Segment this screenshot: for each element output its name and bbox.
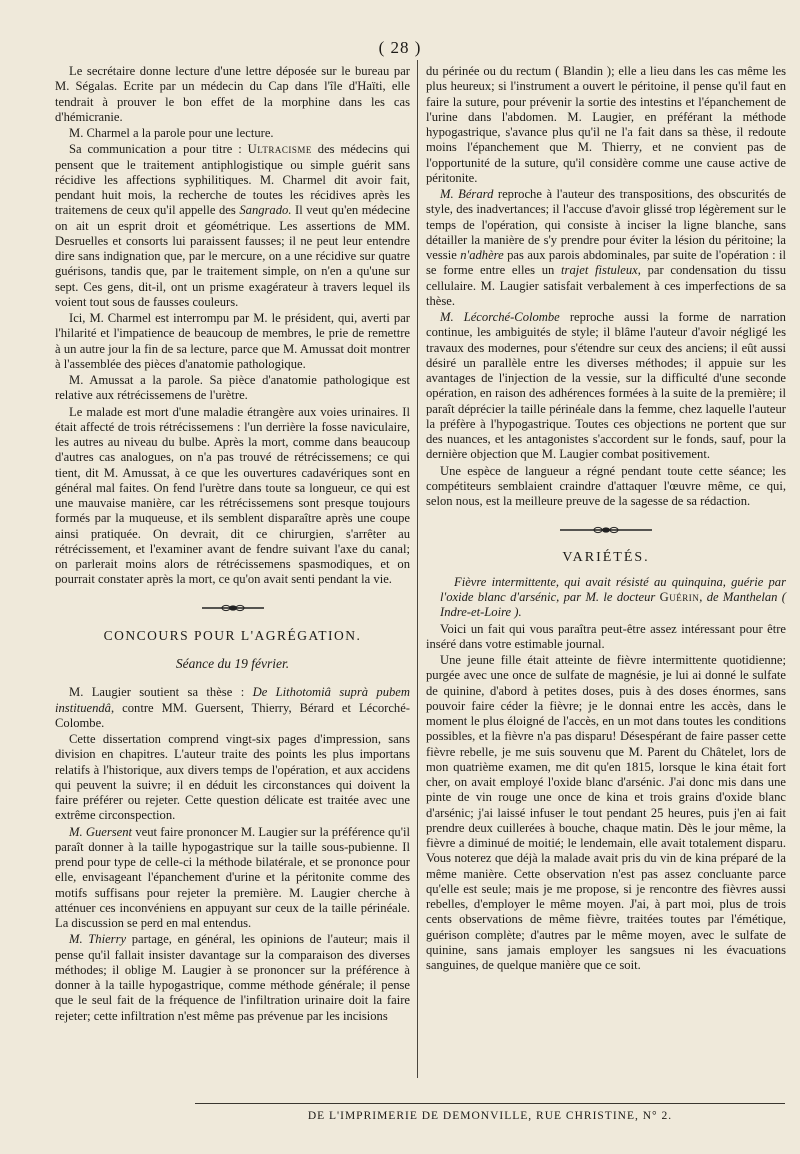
column-divider <box>417 60 418 1078</box>
ornament-separator <box>55 601 410 616</box>
footer-rule <box>195 1103 785 1104</box>
paragraph: Ici, M. Charmel est interrompu par M. le président, qui, averti par l'hilarité et l'impatience de beaucoup de membres, le prie de remettre à un autre jour la fin de sa lecture, parce que M. Amussat doit montrer à l'assemblée des pièces d'anatomie pathologique. <box>55 311 410 371</box>
paragraph: du périnée ou du rectum ( Blandin ); elle a lieu dans les cas même les plus heureux; si l'instrument a ouvert le péritoine, il pense qu'il faut en faire la suture, pour prévenir la sortie des intestins et l'épanchement de l'urine dans l'abdomen. M. Laugier, en préférant la méthode hypogastrique, s'avance plus qu'il ne l'a fait dans sa thèse, il redoute moins l'épanchement que M. Thierry, et ne convient pas de l'opportunité de la suture, qu'il considère comme une cause active de péritonite. <box>426 64 786 185</box>
paragraph: M. Laugier soutient sa thèse : De Lithotomiâ suprà pubem instituendâ, contre MM. Guersent, Thierry, Bérard et Lécorché-Colombe. <box>55 685 410 730</box>
paragraph: Une espèce de langueur a régné pendant toute cette séance; les compétiteurs semblaient craindre d'attaquer l'œuvre même, ce qui, selon nous, est la meilleure preuve de la sagesse de sa rédaction. <box>426 463 786 508</box>
paragraph: Sa communication a pour titre : Ultracisme des médecins qui pensent que le traitement antiphlogistique ou simple guérit sans récidive les affections syphilitiques. M. Charmel dit avoir fait, pendant huit mois, la recherche de toutes les récidives après les traitemens de ceux qu'il appelle des Sangrado. Il veut qu'en médecine on ait un esprit droit et géométrique. Les assertions de MM. Desruelles et consorts lui paraissent fausses; il ne peut leur entendre dire sans indignation que, par le mercure, on a une récidive sur quatre guérisons, tandis que, par le traitement simple, on n'en a qu'une sur sept. Ces gens, dit-il, ont un prisme exagérateur à travers lequel ils voient tout sous de fausses couleurs. <box>55 142 411 309</box>
paragraph: M. Amussat a la parole. Sa pièce d'anatomie pathologique est relative aux rétrécissemens de l'urètre. <box>55 373 410 403</box>
paragraph: M. Lécorché-Colombe reproche aussi la forme de narration continue, les ambiguités de style; il blâme l'auteur d'avoir négligé les travaux des modernes, pour s'étendre sur ceux des anciens; il eût aussi désiré un parallèle entre les diverses méthodes; il appuie sur les avantages de l'injection de la vessie, sur la difficulté d'une seconde opération, en raison des adhérences formées à la suite de la première; il paraît déprécier la taille périnéale dans la femme, chez laquelle l'auteur la préfère à l'hypogastrique. Toutes ces objections ne portent que sur des nuances, et les antagonistes s'accordent sur le fonds, sauf, pour la dernière objection que M. Laugier combat positivement. <box>426 310 786 462</box>
paragraph: Voici un fait qui vous paraîtra peut-être assez intéressant pour être inséré dans votre estimable journal. <box>426 621 786 651</box>
page-number: ( 28 ) <box>378 38 422 57</box>
left-column <box>55 64 410 1025</box>
printer-imprint: DE L'IMPRIMERIE DE DEMONVILLE, RUE CHRISTINE, N° 2. <box>307 1110 673 1122</box>
paragraph: M. Guersent veut faire prononcer M. Laugier sur la préférence qu'il paraît donner à la taille hypogastrique sur la taille sous-pubienne. Il prend pour type de celle-ci la méthode bilatérale, et se prononce pour elle, envisageant l'épanchement d'urine et la péritonite comme des motifs suffisans pour rejeter la première. M. Laugier cherche à atténuer ces inconvéniens en appuyant sur ceux de la taille périnéale. La discussion se perd en mal entendus. <box>55 824 410 930</box>
paragraph: M. Bérard reproche à l'auteur des transpositions, des obscurités de style, des inadvertances; il l'accuse d'avoir glissé trop légèrement sur le temps de l'opération, qui consiste à inciser la ligne blanche, sans détailler la manière de s'y prendre pour éviter la lésion du péritoine; la vessie n'adhère pas aux parois abdominales, par suite de l'opération : il se forme entre elles un trajet fistuleux, par condensation du tissu cellulaire. M. Laugier satisfait verbalement à ces imperfections de sa thèse. <box>426 187 787 308</box>
paragraph: M. Thierry partage, en général, les opinions de l'auteur; mais il pense qu'il fallait insister davantage sur la comparaison des diverses méthodes; il oblige M. Laugier à se prononcer sur la préférence à donner à la taille hypogastrique, comme méthode générale; il pense que le seul fait de la fréquence de l'infiltration urinaire doit la faire rejeter; cette infiltration n'est même pas prévenue par les incisions <box>55 932 410 1023</box>
ornament-separator <box>426 522 786 537</box>
right-column <box>426 64 786 974</box>
article-subtitle: Fièvre intermittente, qui avait résisté au quinquina, guérie par l'oxide blanc d'arsénic, par M. le docteur Guérin, de Manthelan ( Indre-et-Loire ). <box>440 574 786 620</box>
section-heading: VARIÉTÉS. <box>562 549 650 565</box>
paragraph: Le secrétaire donne lecture d'une lettre déposée sur le bureau par M. Ségalas. Ecrite par un médecin du Cap dans l'île d'Haïti, elle tendrait à prouver le bon effet de la morphine dans les cas d'hémicranie. <box>55 64 410 124</box>
session-date: Séance du 19 février. <box>175 656 290 671</box>
section-heading: CONCOURS POUR L'AGRÉGATION. <box>103 627 362 643</box>
paragraph: Le malade est mort d'une maladie étrangère aux voies urinaires. Il était affecté de trois rétrécissemens : l'un derrière la fosse naviculaire, les autres au niveau du bulbe. Après la mort, comme dans beaucoup d'autres cas analogues, on n'a pas trouvé de rétrécissemens; ce qui tient, dit M. Amussat, à ce que les ouvertures cadavériques sont en général mal faites. On fend l'urètre dans toute sa longueur, ce qui est une mauvaise manière, car les rétrécissemens sont presque toujours formés par la muqueuse, et ils semblent disparaître après une coupe ainsi pratiquée. On devrait, dit ce chirurgien, s'arrêter au rétrécissement, et l'examiner avant de fendre suivant l'axe du canal; on parlerait moins alors de rétrécissemens spasmodiques, et on pourrait constater après la mort, ce qu'on avait senti pendant la vie. <box>55 404 410 587</box>
paragraph: Cette dissertation comprend vingt-six pages d'impression, sans division en chapitres. L'auteur traite des points les plus importans relatifs à l'historique, aux divers temps de l'opération, et aux accidens qui peuvent la suivre; il en déduit les circonstances qui doivent la faire préférer ou rejeter. Cette question délicate est traitée avec une extrême circonspection. <box>55 732 410 823</box>
paragraph: M. Charmel a la parole pour une lecture. <box>69 126 274 140</box>
paragraph: Une jeune fille était atteinte de fièvre intermittente quotidienne; purgée avec une once de sulfate de magnésie, je lui ai donné le sulfate de quinine, d'abord à petites doses, puis à des doses énormes, sans pouvoir faire céder la fièvre; je le donnai entre les accès, dans le moment le plus éloigné de l'accès, en un mot dans toutes les conditions possibles, et la fièvre n'a pas disparu! Désespérant de faire passer cette fièvre rebelle, je me suis souvenu que M. Parent du Châtelet, lors de mon quatrième examen, me dit qu'en 1815, lorsque le kina était fort cher, on avait employé l'oxide blanc d'arsénic. J'ai donc mis dans une pinte de vin rouge une once de kina et trois grains d'oxide blanc d'arsénic; j'ai laissé infuser le tout pendant 25 heures, puis j'en ai fait prendre deux cuillerées à bouche, chaque matin. Dès le jour même, la fièvre a diminué de moitié; le lendemain, elle avait totalement disparu. Vous noterez que déjà la malade avait pris du vin de kina préparé de la même manière. Cette observation n'est pas assez concluante parce qu'elle est seule; mais je me propose, si je rencontre des fièvres aussi rebelles, d'employer le même moyen. J'ai, à part moi, plus de trois cents observations de même fièvre, traitées toutes par l'émétique, guérison complète; d'autres par le même moyen, avec le sulfate de quinine, sans jamais employer les sangsues ni les évacuations sanguines, de quelque manière que ce soit. <box>426 653 786 972</box>
